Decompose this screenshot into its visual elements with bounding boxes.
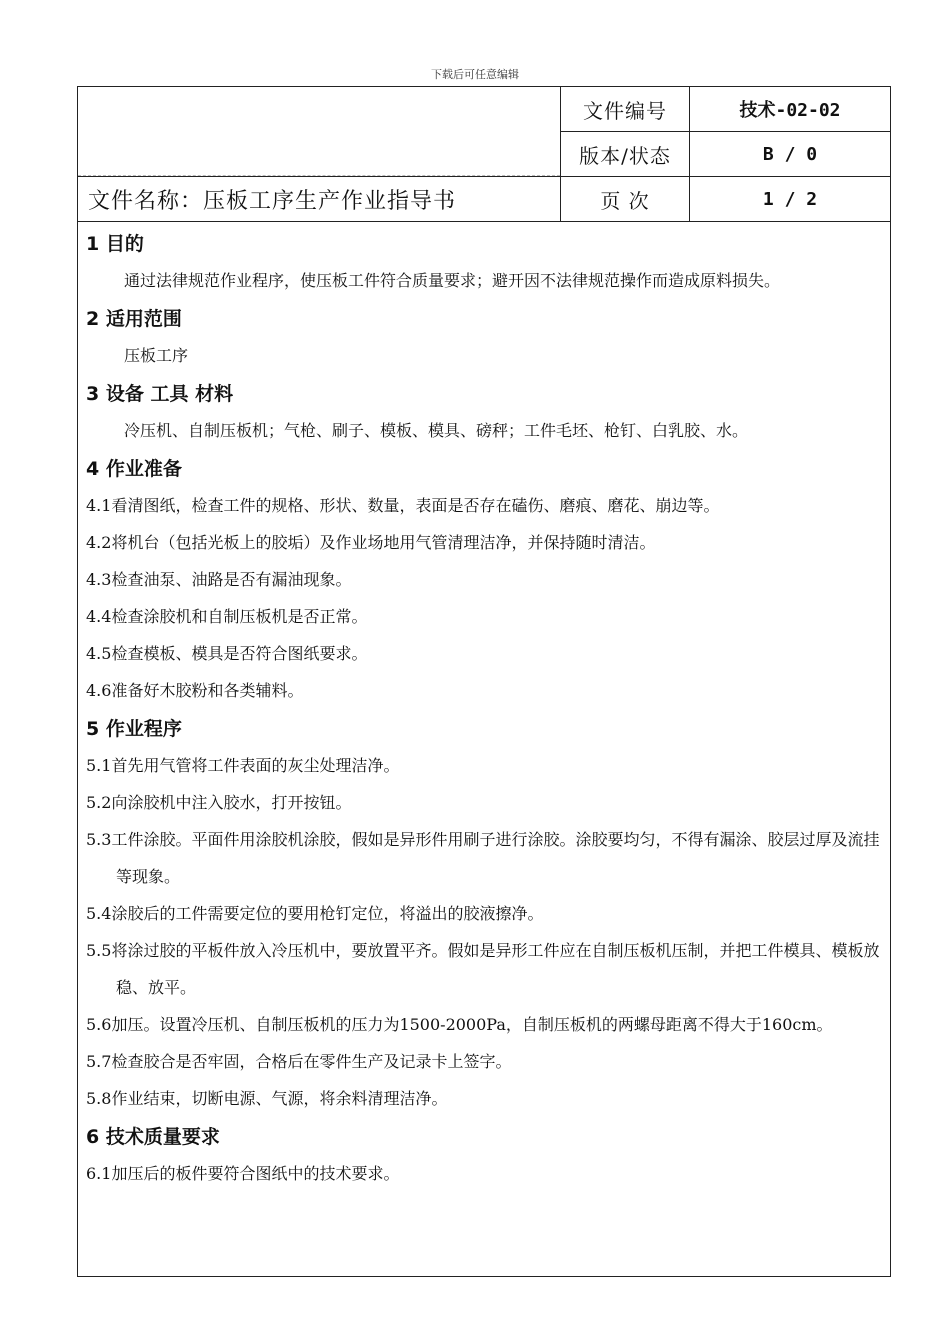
header-table [78,87,890,222]
doc-number-label: 文件编号 [583,98,667,123]
list-item: 5.6加压。设置冷压机、自制压板机的压力为1500-2000Pa，自制压板机的两螺母距离不得大于160cm。 [86,1015,833,1034]
list-item: 5.2向涂胶机中注入胶水，打开按钮。 [86,793,352,812]
document-title: 文件名称：压板工序生产作业指导书 [88,188,457,214]
section-1-heading: 1 目的 [86,233,144,255]
version-value: B / 0 [762,143,818,165]
document-body [86,224,886,1192]
section-1-text: 通过法律规范作业程序，使压板工件符合质量要求；避开因不法律规范操作而造成原料损失。 [124,271,781,290]
list-item: 4.3检查油泵、油路是否有漏油现象。 [86,570,352,589]
list-item: 4.1看清图纸，检查工件的规格、形状、数量，表面是否存在磕伤、磨痕、磨花、崩边等。 [86,496,720,515]
document-frame [77,86,891,1277]
section-2-heading: 2 适用范围 [86,308,182,330]
list-item: 4.2将机台（包括光板上的胶垢）及作业场地用气管清理洁净，并保持随时清洁。 [86,533,656,552]
list-item: 5.4涂胶后的工件需要定位的要用枪钉定位，将溢出的胶液擦净。 [86,904,544,923]
section-3-text: 冷压机、自制压板机；气枪、刷子、模板、模具、磅秤；工件毛坯、枪钉、白乳胶、水。 [124,421,749,440]
section-4-heading: 4 作业准备 [86,458,182,480]
list-item: 5.1首先用气管将工件表面的灰尘处理洁净。 [86,756,400,775]
doc-number-value: 技术-02-02 [739,100,841,121]
list-item: 5.7检查胶合是否牢固，合格后在零件生产及记录卡上签字。 [86,1052,512,1071]
list-item: 4.5检查模板、模具是否符合图纸要求。 [86,644,368,663]
section-3-heading: 3 设备 工具 材料 [86,383,234,405]
header-blank-divider [78,175,560,176]
watermark-text: 下载后可任意编辑 [431,68,519,81]
list-item: 5.8作业结束，切断电源、气源，将余料清理洁净。 [86,1089,448,1108]
list-item: 4.4检查涂胶机和自制压板机是否正常。 [86,607,368,626]
list-item: 6.1加压后的板件要符合图纸中的技术要求。 [86,1164,400,1183]
section-2-text: 压板工序 [124,346,189,365]
list-item: 5.3工件涂胶。平面件用涂胶机涂胶，假如是异形件用刷子进行涂胶。涂胶要均匀，不得有漏涂、胶层过厚及流挂等现象。 [86,830,880,886]
page-value: 1 / 2 [762,188,818,210]
list-item: 4.6准备好木胶粉和各类辅料。 [86,681,304,700]
page-label: 页 次 [600,188,650,213]
section-5-heading: 5 作业程序 [86,718,182,740]
section-6-heading: 6 技术质量要求 [86,1126,220,1148]
list-item: 5.5将涂过胶的平板件放入冷压机中，要放置平齐。假如是异形工件应在自制压板机压制，并把工件模具、模板放稳、放平。 [86,941,880,997]
version-label: 版本/状态 [579,143,671,168]
